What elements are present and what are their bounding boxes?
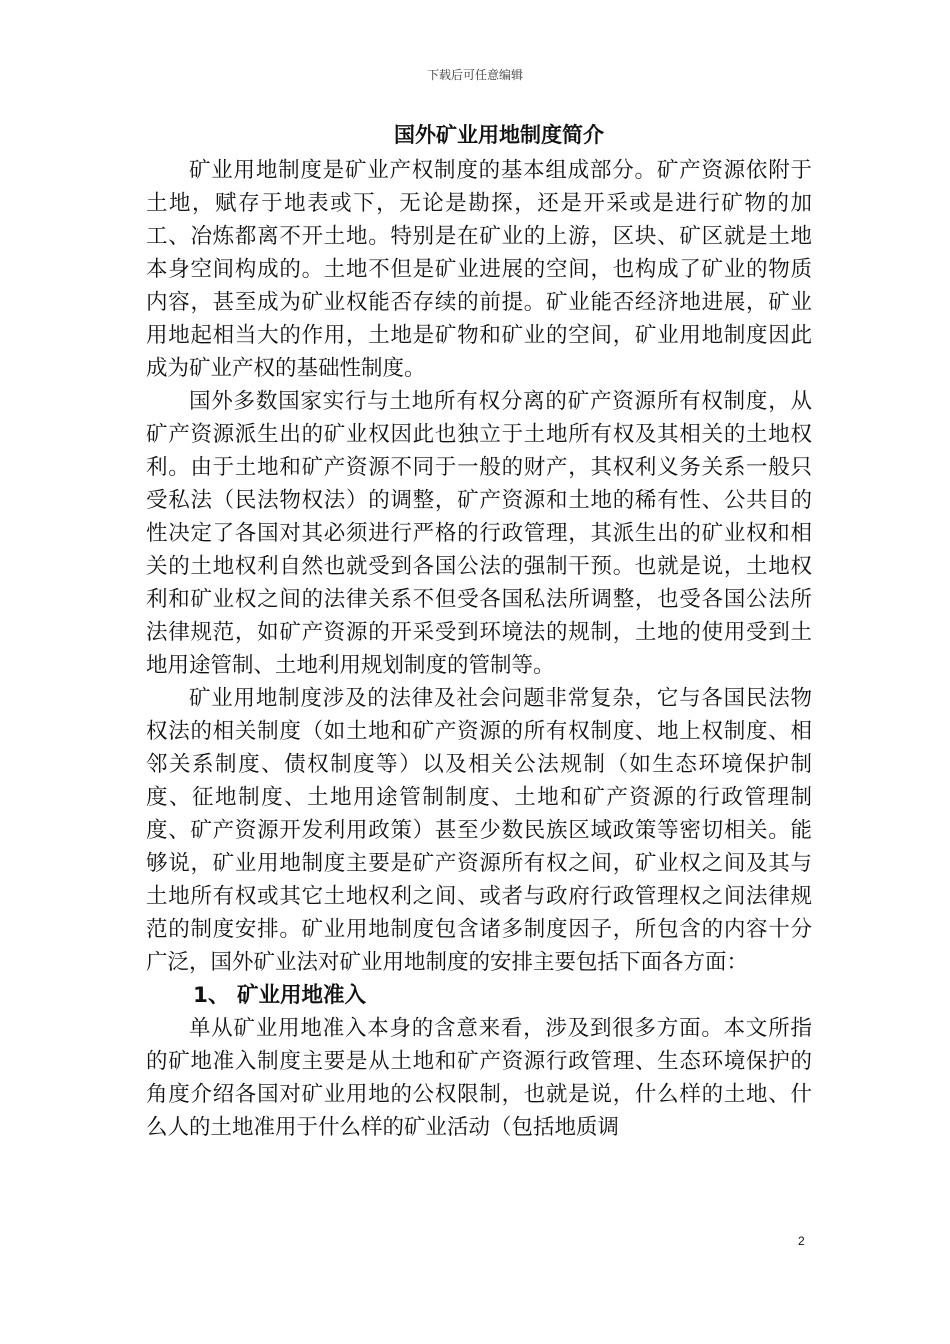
document-title: 国外矿业用地制度简介 xyxy=(394,123,604,147)
header-note: 下载后可任意编辑 xyxy=(426,68,523,82)
section-paragraph: 单从矿业用地准入本身的含意来看，涉及到很多方面。本文所指的矿地准入制度主要是从土地和矿产资源行政管理、生态环境保护的角度介绍各国对矿业用地的公权限制，也就是说，什么样的土地、什么人的土地准用于什么样的矿业活动（包括地质调 xyxy=(146,1016,812,1140)
page-number: 2 xyxy=(798,1234,805,1248)
paragraph-3: 矿业用地制度涉及的法律及社会问题非常复杂，它与各国民法物权法的相关制度（如土地和矿产资源的所有权制度、地上权制度、相邻关系制度、债权制度等）以及相关公法规制（如生态环境保护制度、征地制度、土地用途管制制度、土地和矿产资源的行政管理制度、矿产资源开发利用政策）甚至少数民族区域政策等密切相关。能够说，矿业用地制度主要是矿产资源所有权之间，矿业权之间及其与土地所有权或其它土地权利之间、或者与政府行政管理权之间法律规范的制度安排。矿业用地制度包含诸多制度因子，所包含的内容十分广泛，国外矿业法对矿业用地制度的安排主要包括下面各方面： xyxy=(146,686,812,975)
section-heading: 1、 矿业用地准入 xyxy=(193,983,366,1008)
document-body xyxy=(146,118,812,1144)
paragraph-1: 矿业用地制度是矿业产权制度的基本组成部分。矿产资源依附于土地，赋存于地表或下，无论是勘探，还是开采或是进行矿物的加工、冶炼都离不开土地。特别是在矿业的上游，区块、矿区就是土地本身空间构成的。土地不但是矿业进展的空间，也构成了矿业的物质内容，甚至成为矿业权能否存续的前提。矿业能否经济地进展，矿业用地起相当大的作用，土地是矿物和矿业的空间，矿业用地制度因此成为矿业产权的基础性制度。 xyxy=(146,158,812,381)
paragraph-2: 国外多数国家实行与土地所有权分离的矿产资源所有权制度，从矿产资源派生出的矿业权因此也独立于土地所有权及其相关的土地权利。由于土地和矿产资源不同于一般的财产，其权利义务关系一般只受私法（民法物权法）的调整，矿产资源和土地的稀有性、公共目的性决定了各国对其必须进行严格的行政管理，其派生出的矿业权和相关的土地权利自然也就受到各国公法的强制干预。也就是说，土地权利和矿业权之间的法律关系不但受各国私法所调整，也受各国公法所法律规范，如矿产资源的开采受到环境法的规制，土地的使用受到土地用途管制、土地利用规划制度的管制等。 xyxy=(146,389,812,678)
